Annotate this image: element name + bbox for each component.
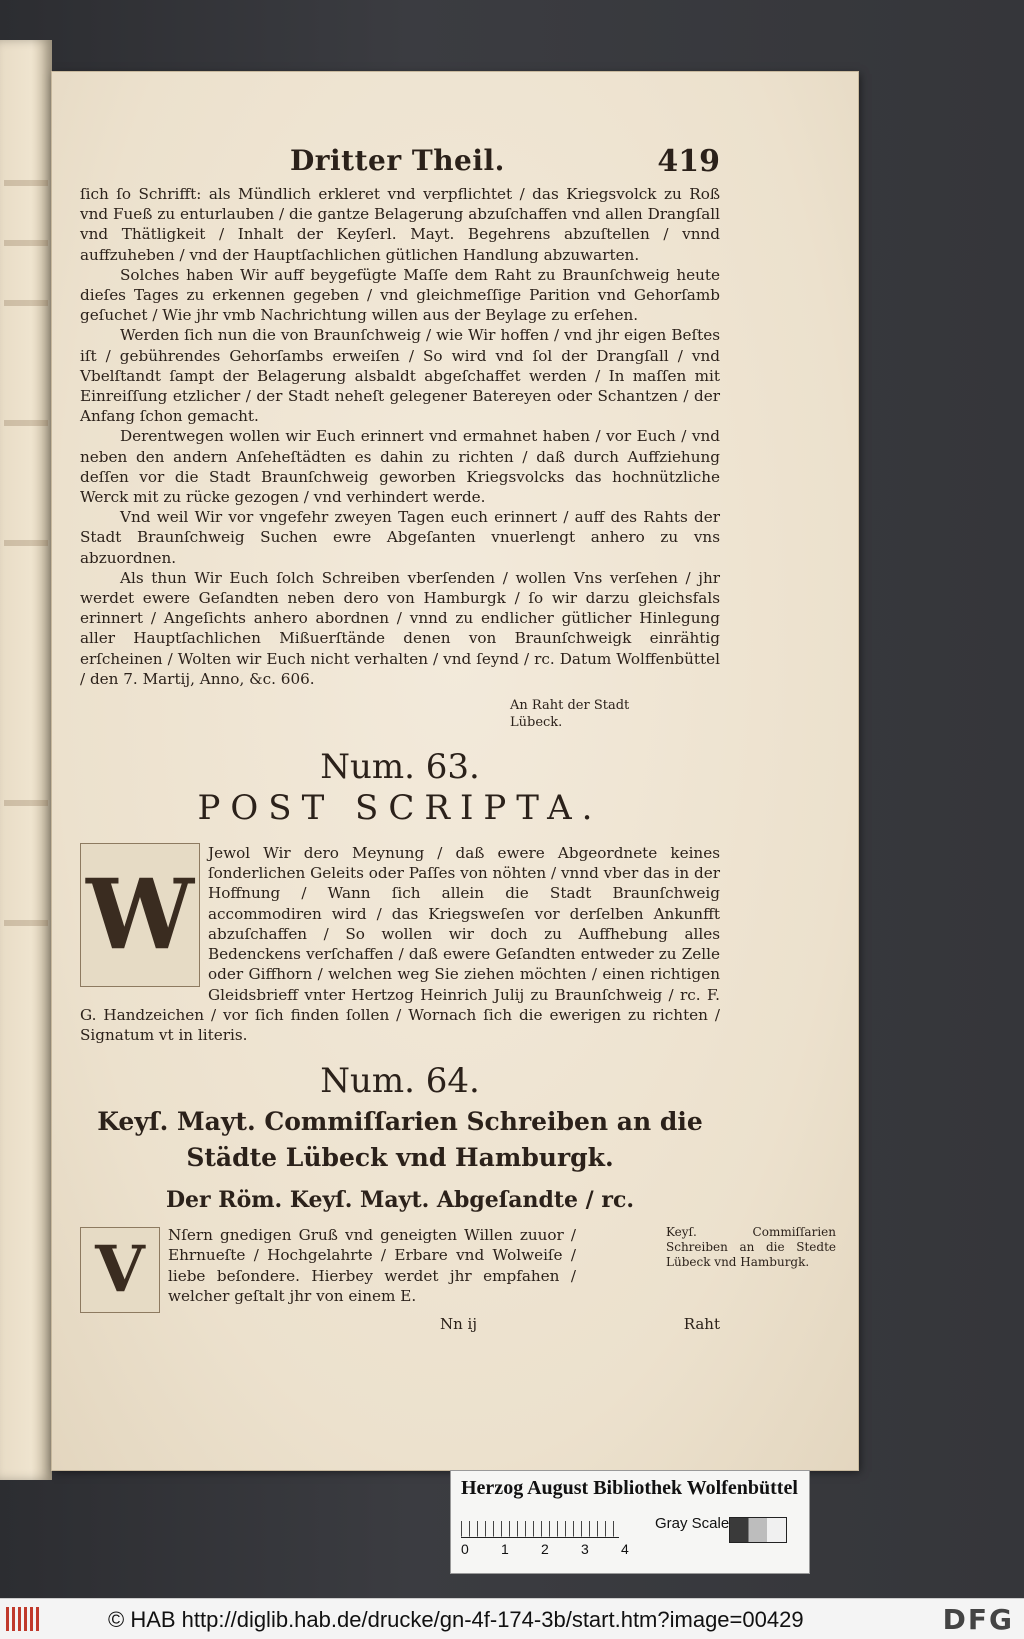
section-title-line: Städte Lübeck vnd Hamburgk. xyxy=(186,1143,614,1173)
ghost-text-line xyxy=(4,800,48,806)
ghost-text-line xyxy=(4,420,48,426)
signoff-line: Lübeck. xyxy=(510,715,563,731)
running-title: Dritter Theil. xyxy=(290,144,505,177)
post-scripta-body xyxy=(80,843,720,1045)
footer-bar xyxy=(0,1598,1024,1639)
running-head xyxy=(80,144,720,184)
ruler-number: 2 xyxy=(541,1541,549,1557)
margin-note: Keyſ. Commiſſarien Schreiben an die Stedte Lübeck vnd Hamburgk. xyxy=(666,1225,836,1270)
address-signoff xyxy=(510,697,720,731)
post-scripta-title: POST SCRIPTA. xyxy=(197,788,603,829)
ruler-number: 4 xyxy=(621,1541,629,1557)
ruler-number: 1 xyxy=(501,1541,509,1557)
section-number-64: Num. 64. xyxy=(320,1061,480,1102)
paragraph: Vnd weil Wir vor vngefehr zweyen Tagen euch erinnert / auff des Rahts der Stadt Braunſchweig Suchen ewre Abgeſanten vnuerlengt anhero zu vns abzuordnen. xyxy=(80,508,720,567)
paragraph: ſich ſo Schrifft: als Mündlich erkleret vnd verpflichtet / das Kriegsvolck zu Roß vnd Fueß zu enturlauben / die gantze Belagerung abzuſchaffen vnd allen Drangſall vnd Thätligkeit / Inhalt der Keyſerl. Mayt. Begehrens abzuſtellen / vnnd auffzuheben / vnd der Hauptſachlichen gütlichen Handlung abzuwarten. xyxy=(80,185,720,264)
page-content xyxy=(80,144,836,1337)
sender-line: Der Röm. Keyſ. Mayt. Abgeſandte / rc. xyxy=(165,1187,635,1214)
ruler-number: 3 xyxy=(581,1541,589,1557)
paragraph: Derentwegen wollen wir Euch erinnert vnd ermahnet haben / vor Euch / vnd neben den andern Anſeheſtädten es dahin zu richten / daß durch Auffziehung deſſen vor die Stadt Braunſchweig geworben Kriegsvolcks das hochnützliche Werck mit zu rücke gezogen / vnd verhindert werde. xyxy=(80,427,720,507)
ghost-text-line xyxy=(4,300,48,306)
signoff-line: An Raht der Stadt xyxy=(510,698,630,714)
paragraph: Solches haben Wir auff beygefügte Maſſe dem Raht zu Braunſchweig heute dieſes Tages zu erkennen gegeben / vnd gleichmeſſige Parition vnd Gehorſamb geſuchet / Wie jhr vmb Nachrichtung willen aus der Beylage zu erſehen. xyxy=(80,265,720,325)
paragraph: Jewol Wir dero Meynung / daß ewere Abgeordnete keines ſonderlichen Geleits oder Paſſes von nöhten / vnnd vber das in der Hoffnung / Wann ſich allein die Stadt Braunſchweig accommodiren wird / das Kriegsweſen vor derſelben Ankunfft abzuſchaffen / So wollen wir doch zu Auffhebung alles Bedenckens verſchaffen / daß ewere Geſandten entweder zu Zelle oder Giffhorn / welchen weg Sie ziehen möchten / einen richtigen Gleidsbrieff vnter Hertzog Heinrich Julij zu Braunſchweig / rc. F. G. Handzeichen / vor ſich finden ſollen / Wornach ſich die ewerigen zu richten / Signatum vt in literis. xyxy=(80,844,720,1044)
page-number: 419 xyxy=(657,144,720,179)
ruler-scale xyxy=(461,1511,619,1538)
previous-page-edge xyxy=(0,40,52,1480)
gray-scale-swatch xyxy=(729,1517,787,1543)
hab-logo-icon xyxy=(6,1607,42,1631)
paragraph: Werden ſich nun die von Braunſchweig / wie Wir hoffen / vnd jhr eigen Beſtes iſt / gebührendes Gehorſambs erweiſen / So wird vnd ſol der Drangſall / vnd Vbelſtandt ſampt der Belagerung alsbaldt abgeſchaffet werden / In maſſen mit Einreiſſung etzlicher / der Stadt neheſt gelegener Batereyen oder Schantzen / der Anfang ſchon gemacht. xyxy=(80,326,720,426)
ghost-text-line xyxy=(4,540,48,546)
paragraph: Nſern gnedigen Gruß vnd geneigten Willen zuuor / Ehrnueſte / Hochgelahrte / Erbare vnd Wolweiſe / liebe beſondere. Hierbey werdet jhr empfahen / welcher geſtalt jhr von einem E. xyxy=(168,1226,576,1305)
section-title-line: Keyſ. Mayt. Commiſſarien Schreiben an die xyxy=(97,1107,703,1137)
ruler-number: 0 xyxy=(461,1541,469,1557)
catchwords-line xyxy=(80,1315,720,1337)
paragraph: Als thun Wir Euch ſolch Schreiben vberſenden / wollen Vns verſehen / jhr werdet ewere Geſandten neben dero von Hamburgk / ſo wir darzu gleichsfals erinnert / Angeſichts anhero abordnen / vnnd zu endlicher gütlicher Hinlegung aller Hauptſachlichen Mißuerſtände denen von Braunſchweigk einrähtig erſcheinen / Wolten wir Euch nicht verhalten / vnd ſeynd / rc. Datum Wolffenbüttel / den 7. Martij, Anno, &c. 606. xyxy=(80,568,720,688)
footer-url[interactable]: © HAB http://diglib.hab.de/drucke/gn-4f-174-3b/start.htm?image=00429 xyxy=(108,1607,804,1632)
ghost-text-line xyxy=(4,180,48,186)
signature-mark: Nn ij xyxy=(440,1315,478,1334)
commissioner-letter xyxy=(80,1225,836,1313)
ghost-text-line xyxy=(4,920,48,926)
catchword: Raht xyxy=(683,1315,720,1334)
decorated-initial: V xyxy=(80,1227,160,1313)
dfg-logo: DFG xyxy=(942,1603,1014,1636)
color-checker-card xyxy=(450,1470,810,1574)
ghost-text-line xyxy=(4,240,48,246)
letter-body xyxy=(80,184,720,689)
library-name: Herzog August Bibliothek Wolfenbüttel xyxy=(461,1477,798,1499)
section-number-63: Num. 63. xyxy=(320,747,480,788)
gray-scale-label: Gray Scale xyxy=(655,1515,730,1532)
book-page xyxy=(52,72,858,1470)
decorated-initial: W xyxy=(80,843,200,987)
